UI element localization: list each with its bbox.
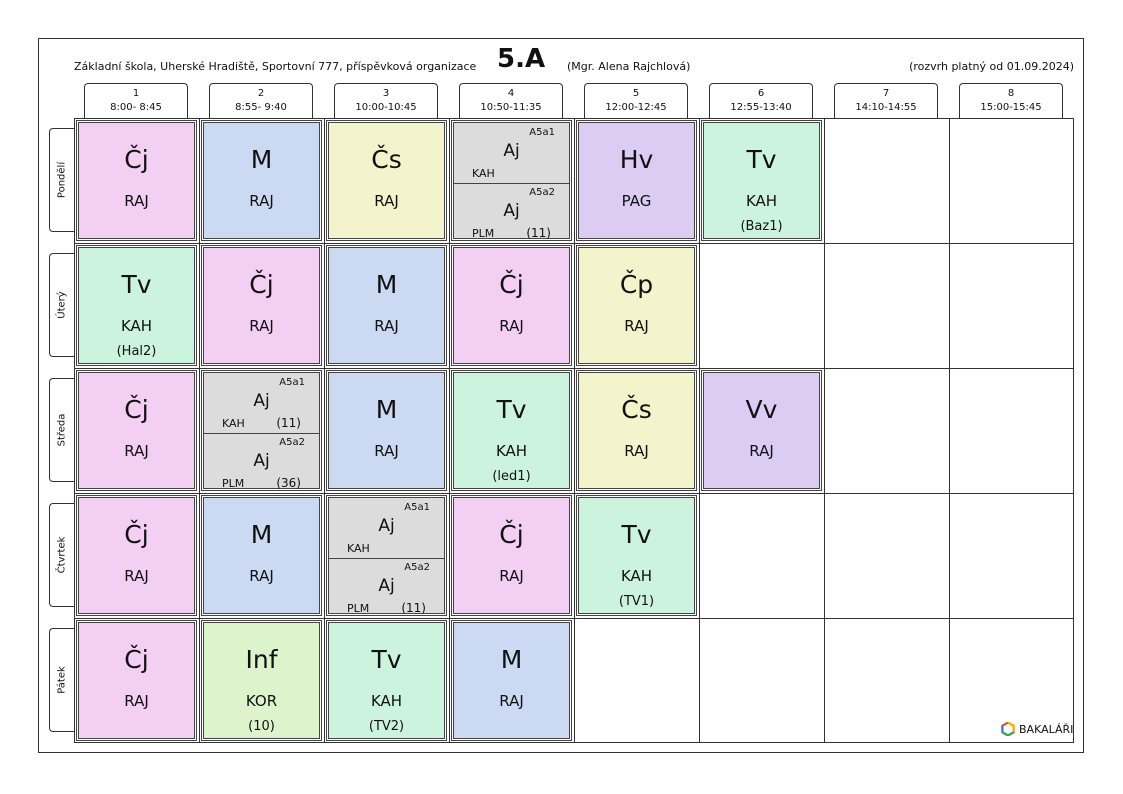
grid-column-line xyxy=(699,119,700,742)
validity-date: (rozvrh platný od 01.09.2024) xyxy=(909,60,1074,73)
teacher-code: PLM xyxy=(222,477,245,490)
group-code: A5a1 xyxy=(529,127,555,138)
lesson-cell xyxy=(78,622,195,739)
period-time: 14:10-14:55 xyxy=(855,102,917,113)
lesson-cell xyxy=(578,497,695,614)
lesson-group-bot xyxy=(454,183,569,243)
subject: Čs xyxy=(621,395,652,424)
room: (10) xyxy=(248,719,275,734)
teacher-code: PLM xyxy=(347,602,370,615)
period-number: 1 xyxy=(132,88,140,99)
subject: Aj xyxy=(253,451,270,471)
bakalari-logo xyxy=(1001,722,1073,736)
timetable-grid xyxy=(74,118,1074,743)
day-label xyxy=(49,378,74,482)
teacher-code: KOR xyxy=(245,692,278,710)
grid-column-line xyxy=(449,119,450,742)
room: (TV2) xyxy=(368,719,405,734)
lesson-cell xyxy=(703,372,820,489)
teacher-code: KAH xyxy=(745,192,778,210)
lesson-group-bot xyxy=(329,558,444,618)
group-code: A5a1 xyxy=(404,502,430,513)
subject: M xyxy=(375,395,398,424)
lesson-group-bot xyxy=(204,433,319,493)
room: (TV1) xyxy=(618,594,655,609)
teacher-code: RAJ xyxy=(124,192,149,210)
day-label xyxy=(49,128,74,232)
lesson-cell xyxy=(578,247,695,364)
period-number: 2 xyxy=(257,88,265,99)
lesson-cell xyxy=(203,497,320,614)
period-number: 6 xyxy=(757,88,765,99)
period-header xyxy=(834,83,938,118)
grid-column-line xyxy=(199,119,200,742)
lesson-group-top xyxy=(204,373,319,434)
period-header xyxy=(209,83,313,118)
subject: Tv xyxy=(746,145,777,174)
group-code: A5a2 xyxy=(279,437,305,448)
subject: Čj xyxy=(124,395,149,424)
subject: M xyxy=(375,270,398,299)
subject: M xyxy=(250,145,273,174)
teacher-code: RAJ xyxy=(499,567,524,585)
bakalari-logo-icon xyxy=(1001,722,1015,736)
teacher-code: RAJ xyxy=(124,567,149,585)
period-number: 4 xyxy=(507,88,515,99)
day-label xyxy=(49,628,74,732)
lesson-cell xyxy=(78,497,195,614)
school-name: Základní škola, Uherské Hradiště, Sportovní 777, příspěvková organizace xyxy=(74,60,477,73)
teacher-code: RAJ xyxy=(124,442,149,460)
subject: Hv xyxy=(619,145,654,174)
room: (11) xyxy=(276,416,301,430)
room: (led1) xyxy=(492,469,531,484)
teacher-code: RAJ xyxy=(749,442,774,460)
subject: Aj xyxy=(253,391,270,411)
teacher-code: RAJ xyxy=(624,442,649,460)
room: (Baz1) xyxy=(740,219,783,234)
group-code: A5a2 xyxy=(404,562,430,573)
lesson-cell xyxy=(453,497,570,614)
teacher-code: KAH xyxy=(495,442,528,460)
teacher-code: KAH xyxy=(222,417,245,430)
bakalari-logo-text: BAKALÁŘI xyxy=(1019,722,1074,736)
day-name: Pátek xyxy=(56,666,68,694)
period-time: 8:00- 8:45 xyxy=(110,102,162,113)
subject: Čj xyxy=(124,520,149,549)
period-number: 7 xyxy=(882,88,890,99)
teacher-code: PAG xyxy=(621,192,652,210)
period-number: 3 xyxy=(382,88,390,99)
period-time: 10:00-10:45 xyxy=(355,102,417,113)
subject: M xyxy=(250,520,273,549)
subject: Aj xyxy=(378,576,395,596)
lesson-cell xyxy=(578,372,695,489)
day-label xyxy=(49,253,74,357)
period-time: 10:50-11:35 xyxy=(480,102,542,113)
teacher-code: RAJ xyxy=(624,317,649,335)
period-header xyxy=(584,83,688,118)
lesson-cell xyxy=(328,622,445,739)
subject: Čs xyxy=(371,145,402,174)
lesson-cell xyxy=(203,372,320,489)
class-name: 5.A xyxy=(497,44,546,74)
room: (Hal2) xyxy=(116,344,157,359)
teacher-code: RAJ xyxy=(374,317,399,335)
subject: Aj xyxy=(378,516,395,536)
subject: Vv xyxy=(745,395,778,424)
subject: Tv xyxy=(121,270,152,299)
teacher-code: KAH xyxy=(620,567,653,585)
period-header xyxy=(709,83,813,118)
lesson-cell xyxy=(703,122,820,239)
teacher-code: KAH xyxy=(120,317,153,335)
teacher-code: RAJ xyxy=(249,567,274,585)
period-time: 8:55- 9:40 xyxy=(235,102,287,113)
lesson-cell xyxy=(203,122,320,239)
subject: Čj xyxy=(249,270,274,299)
lesson-cell xyxy=(328,247,445,364)
period-time: 15:00-15:45 xyxy=(980,102,1042,113)
period-time: 12:55-13:40 xyxy=(730,102,792,113)
teacher-code: RAJ xyxy=(249,192,274,210)
subject: Čj xyxy=(499,520,524,549)
lesson-group-top xyxy=(329,498,444,559)
teacher-code: KAH xyxy=(370,692,403,710)
subject: Tv xyxy=(371,645,402,674)
lesson-cell xyxy=(203,622,320,739)
lesson-cell xyxy=(453,122,570,239)
subject: M xyxy=(500,645,523,674)
period-number: 8 xyxy=(1007,88,1015,99)
grid-row-line xyxy=(75,493,1073,494)
lesson-cell xyxy=(328,497,445,614)
lesson-cell xyxy=(78,372,195,489)
day-name: Pondělí xyxy=(56,161,68,199)
day-name: Úterý xyxy=(56,291,68,319)
subject: Inf xyxy=(245,645,278,674)
lesson-cell xyxy=(78,247,195,364)
period-header xyxy=(84,83,188,118)
room: (11) xyxy=(401,601,426,615)
group-code: A5a1 xyxy=(279,377,305,388)
lesson-cell xyxy=(453,247,570,364)
room: (36) xyxy=(276,476,301,490)
period-header xyxy=(459,83,563,118)
teacher-code: RAJ xyxy=(249,317,274,335)
day-label xyxy=(49,503,74,607)
teacher-code: KAH xyxy=(347,542,370,555)
lesson-cell xyxy=(328,122,445,239)
day-name: Čtvrtek xyxy=(56,536,68,574)
group-code: A5a2 xyxy=(529,187,555,198)
lesson-group-top xyxy=(454,123,569,184)
lesson-cell xyxy=(453,372,570,489)
teacher-code: RAJ xyxy=(374,192,399,210)
period-time: 12:00-12:45 xyxy=(605,102,667,113)
grid-column-line xyxy=(824,119,825,742)
grid-column-line xyxy=(949,119,950,742)
lesson-cell xyxy=(328,372,445,489)
grid-column-line xyxy=(574,119,575,742)
lesson-cell xyxy=(203,247,320,364)
subject: Tv xyxy=(621,520,652,549)
period-number: 5 xyxy=(632,88,640,99)
subject: Aj xyxy=(503,141,520,161)
subject: Tv xyxy=(496,395,527,424)
subject: Čj xyxy=(499,270,524,299)
teacher-code: KAH xyxy=(472,167,495,180)
subject: Čj xyxy=(124,145,149,174)
grid-row-line xyxy=(75,243,1073,244)
period-header xyxy=(959,83,1063,118)
subject: Čj xyxy=(124,645,149,674)
day-name: Středa xyxy=(56,413,68,447)
period-header xyxy=(334,83,438,118)
grid-row-line xyxy=(75,368,1073,369)
teacher-code: RAJ xyxy=(374,442,399,460)
lesson-cell xyxy=(578,122,695,239)
lesson-cell xyxy=(453,622,570,739)
subject: Aj xyxy=(503,201,520,221)
teacher-code: RAJ xyxy=(499,692,524,710)
teacher-code: PLM xyxy=(472,227,495,240)
teacher-code: RAJ xyxy=(499,317,524,335)
grid-column-line xyxy=(324,119,325,742)
room: (11) xyxy=(526,226,551,240)
class-teacher: (Mgr. Alena Rajchlová) xyxy=(567,60,691,73)
grid-row-line xyxy=(75,618,1073,619)
subject: Čp xyxy=(619,270,654,299)
lesson-cell xyxy=(78,122,195,239)
teacher-code: RAJ xyxy=(124,692,149,710)
